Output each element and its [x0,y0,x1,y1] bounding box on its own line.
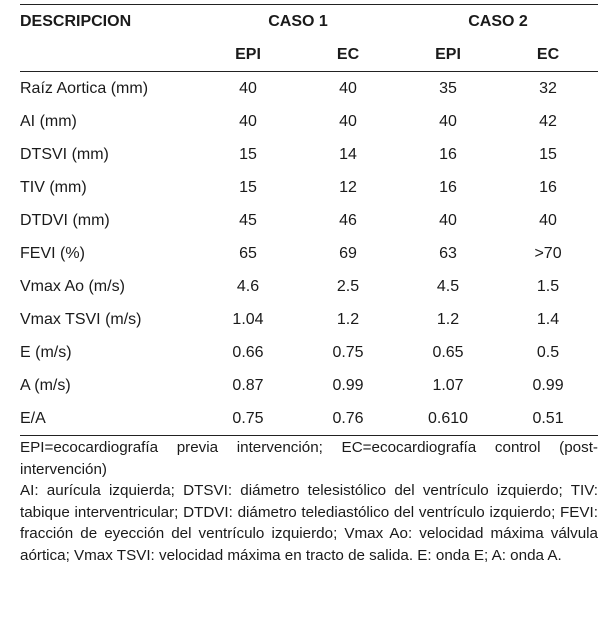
row-label: A (m/s) [20,376,71,394]
row-value: 15 [239,145,257,163]
row-value: 0.87 [232,376,264,394]
header-case-2: CASO 2 [398,5,598,39]
row-value: 14 [339,145,357,163]
row-label: Vmax TSVI (m/s) [20,310,142,328]
footnote-abbreviations: EPI=ecocardiografía previa intervención; EC=ecocardiografía control (post-intervención) [20,439,598,478]
row-value: 0.75 [198,402,298,436]
row-value: 40 [439,211,457,229]
table-row [20,138,598,171]
table-row [20,402,598,436]
table-footnotes [20,437,598,566]
row-value: 0.99 [532,376,564,394]
table-row [20,369,598,402]
row-value: 63 [439,244,457,262]
row-value: 40 [339,112,357,130]
row-value: 0.99 [332,376,364,394]
row-value: 4.6 [236,277,260,295]
row-value: 1.04 [232,310,264,328]
footnote-definitions: AI: aurícula izquierda; DTSVI: diámetro telesistólico del ventrículo izquierdo; TIV: tabique interventricular; DTDVI: diámetro telediastólico del ventrículo izquierdo; FEVI: fracción de eyección del ventrículo izquierdo; Vmax Ao: velocidad máxima válvula aórtica; Vmax TSVI: velocidad máxima en tracto de salida. E: onda E; A: onda A. [20,482,598,564]
table-row [20,105,598,138]
row-value: 1.07 [432,376,464,394]
row-label: Vmax Ao (m/s) [20,277,125,295]
row-value: 1.2 [436,310,460,328]
header-case2-epi: EPI [398,38,498,72]
row-value: 40 [239,112,257,130]
header-description: DESCRIPCION [20,5,198,39]
table-row [20,72,598,106]
row-value: 40 [339,79,357,97]
table-header-row [20,5,598,39]
row-label: AI (mm) [20,112,77,130]
header-spacer [20,38,198,72]
results-table [20,4,598,436]
row-label: E (m/s) [20,343,72,361]
row-label: DTDVI (mm) [20,211,110,229]
row-value: 4.5 [436,277,460,295]
row-label: TIV (mm) [20,178,87,196]
row-value: 65 [239,244,257,262]
header-case2-ec: EC [498,38,598,72]
row-label: FEVI (%) [20,244,85,262]
row-value: 0.5 [536,343,560,361]
row-value: 0.65 [432,343,464,361]
row-value: 40 [239,79,257,97]
row-value: 1.4 [536,310,560,328]
row-value: 40 [539,211,557,229]
row-value: 35 [439,79,457,97]
row-value: 1.5 [536,277,560,295]
table-row [20,171,598,204]
row-value: 42 [539,112,557,130]
header-case1-ec: EC [298,38,398,72]
table-row [20,303,598,336]
table-row [20,270,598,303]
header-case1-epi: EPI [198,38,298,72]
row-value: 45 [239,211,257,229]
row-value: 32 [539,79,557,97]
table-row [20,204,598,237]
row-value: 0.51 [498,402,598,436]
row-value: 0.610 [398,402,498,436]
row-value: 16 [539,178,557,196]
row-value: 0.75 [332,343,364,361]
row-value: 16 [439,178,457,196]
table-subheader-row [20,38,598,72]
row-value: 1.2 [336,310,360,328]
row-value: 69 [339,244,357,262]
row-value: 0.76 [298,402,398,436]
row-value: 15 [239,178,257,196]
row-label: DTSVI (mm) [20,145,109,163]
row-value: 46 [339,211,357,229]
table-row [20,237,598,270]
row-value: 12 [339,178,357,196]
row-value: 16 [439,145,457,163]
row-value: 2.5 [336,277,360,295]
table-body [20,72,598,436]
row-label: E/A [20,402,198,436]
row-value: >70 [534,244,562,262]
row-value: 40 [439,112,457,130]
header-case-1: CASO 1 [198,5,398,39]
table-row [20,336,598,369]
row-label: Raíz Aortica (mm) [20,79,149,97]
row-value: 15 [539,145,557,163]
row-value: 0.66 [232,343,264,361]
